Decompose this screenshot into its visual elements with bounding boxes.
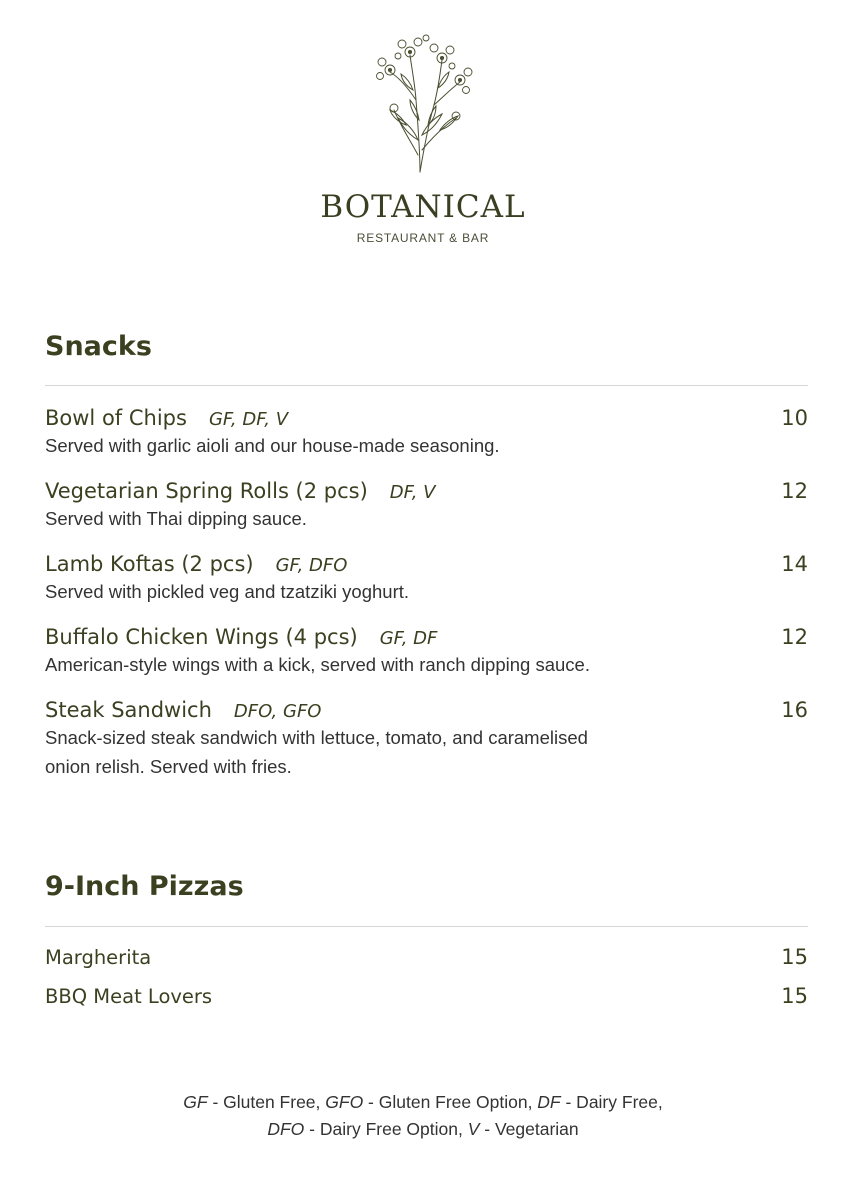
item-dietary-tags: GF, DF, V — [208, 409, 289, 430]
legend-code: V — [467, 1119, 480, 1139]
legend-code: DFO — [267, 1119, 305, 1139]
item-price: 15 — [781, 945, 808, 969]
item-name: Lamb Koftas (2 pcs) — [45, 552, 254, 576]
item-dietary-tags: GF, DF — [379, 628, 438, 649]
item-price: 15 — [781, 984, 808, 1008]
section-divider — [45, 926, 808, 927]
botanical-flower-sprig-icon — [368, 30, 478, 175]
brand-name: BOTANICAL — [320, 189, 526, 225]
legend-line — [0, 1116, 846, 1143]
section-divider — [45, 385, 808, 386]
menu-item — [45, 552, 808, 606]
item-price: 14 — [781, 552, 808, 576]
brand-logo — [0, 30, 846, 245]
item-price: 12 — [781, 479, 808, 503]
legend-code: GF — [183, 1092, 208, 1112]
legend-text: - Dairy Free Option, — [304, 1119, 468, 1139]
item-dietary-tags: DF, V — [389, 482, 436, 503]
item-price: 16 — [781, 698, 808, 722]
item-description-line: onion relish. Served with fries. — [45, 756, 292, 777]
item-name: BBQ Meat Lovers — [45, 985, 213, 1008]
item-name: Margherita — [45, 946, 152, 969]
menu-item — [45, 479, 808, 533]
item-price: 10 — [781, 406, 808, 430]
menu-item — [45, 698, 808, 781]
item-dietary-tags: DFO, GFO — [233, 701, 322, 722]
legend-code: GFO — [325, 1092, 364, 1112]
section-pizzas — [45, 870, 808, 1008]
menu-item — [45, 945, 808, 969]
menu-item — [45, 625, 808, 679]
menu-item — [45, 406, 808, 460]
item-description: Served with Thai dipping sauce. — [45, 508, 307, 529]
item-description: American-style wings with a kick, served with ranch dipping sauce. — [45, 654, 590, 675]
item-description-line: Snack-sized steak sandwich with lettuce, tomato, and caramelised — [45, 727, 588, 748]
menu-item — [45, 984, 808, 1008]
item-dietary-tags: GF, DFO — [275, 555, 348, 576]
item-name: Buffalo Chicken Wings (4 pcs) — [45, 625, 358, 649]
item-description: Served with pickled veg and tzatziki yoghurt. — [45, 581, 410, 602]
section-title: 9-Inch Pizzas — [45, 871, 244, 902]
legend-text: - Gluten Free, — [207, 1092, 326, 1112]
legend-code: DF — [537, 1092, 561, 1112]
section-snacks — [45, 330, 808, 781]
item-name: Steak Sandwich — [45, 698, 212, 722]
item-name: Vegetarian Spring Rolls (2 pcs) — [45, 479, 368, 503]
item-description — [45, 723, 808, 781]
legend-text: - Dairy Free, — [560, 1092, 663, 1112]
legend-text: - Gluten Free Option, — [363, 1092, 538, 1112]
section-title: Snacks — [45, 331, 152, 362]
item-description: Served with garlic aioli and our house-made seasoning. — [45, 435, 500, 456]
dietary-legend — [0, 1089, 846, 1143]
item-price: 12 — [781, 625, 808, 649]
legend-line — [0, 1089, 846, 1116]
brand-tagline: RESTAURANT & BAR — [356, 231, 490, 245]
legend-text: - Vegetarian — [479, 1119, 579, 1139]
item-name: Bowl of Chips — [45, 406, 187, 430]
